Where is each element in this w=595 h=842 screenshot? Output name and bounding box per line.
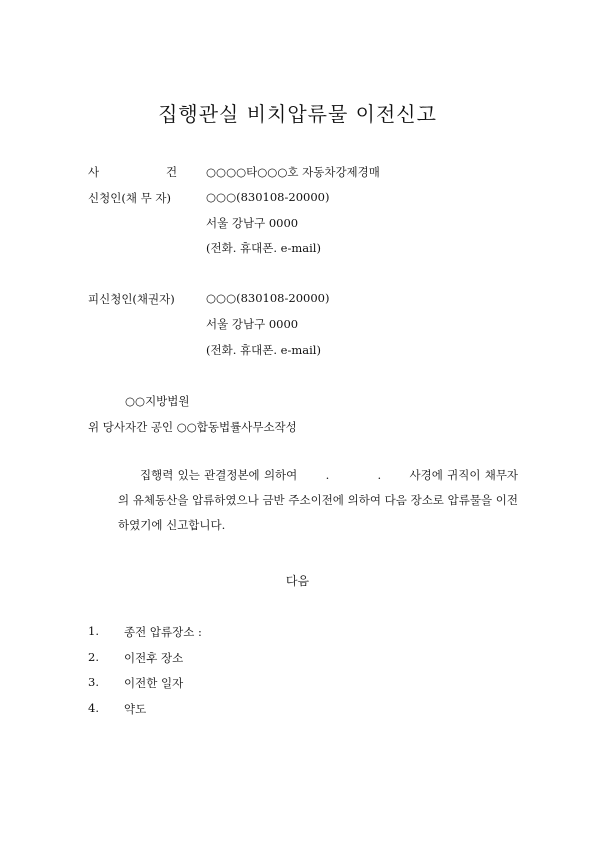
applicant-address: 서울 강남구 0000 [206,216,299,230]
respondent-label: 피신청인(채권자) [88,292,175,306]
item-text: 이전후 장소 [124,651,184,665]
applicant-name: ○○○(830108-20000) [206,190,330,204]
body-part2: 사경에 귀직이 채무자의 유체동산을 압류하였으나 금반 주소이전에 의하여 다음 장소로 압류물을 이전하였기에 신고합니다. [118,468,519,532]
body-part1: 집행력 있는 관결정본에 의하여 [140,468,298,482]
item-text: 약도 [124,702,147,716]
applicant-contact: (전화. 휴대폰. e-mail) [206,241,321,255]
respondent-name: ○○○(830108-20000) [206,291,330,305]
applicant-label: 신청인(채 무 자) [88,191,171,205]
court-name: ○○지방법원 [125,394,190,408]
item-number: 2. [88,650,99,664]
body-paragraph [118,463,518,538]
item-number: 1. [88,624,99,638]
case-value: ○○○○타○○○호 자동차강제경매 [206,165,380,179]
item-text: 이전한 일자 [124,676,184,690]
section-heading: 다음 [285,574,310,588]
respondent-contact: (전화. 휴대폰. e-mail) [206,343,321,357]
body-date-dots: . . [325,468,404,482]
respondent-address: 서울 강남구 0000 [206,317,299,331]
item-text: 종전 압류장소 : [124,625,202,639]
case-label-a: 사 [88,165,100,179]
item-number: 4. [88,701,99,715]
notary-note: 위 당사자간 공인 ○○합동법률사무소작성 [88,420,297,434]
case-label-b: 건 [166,165,178,179]
document-title: 집행관실 비치압류물 이전신고 [158,102,437,126]
item-number: 3. [88,675,99,689]
